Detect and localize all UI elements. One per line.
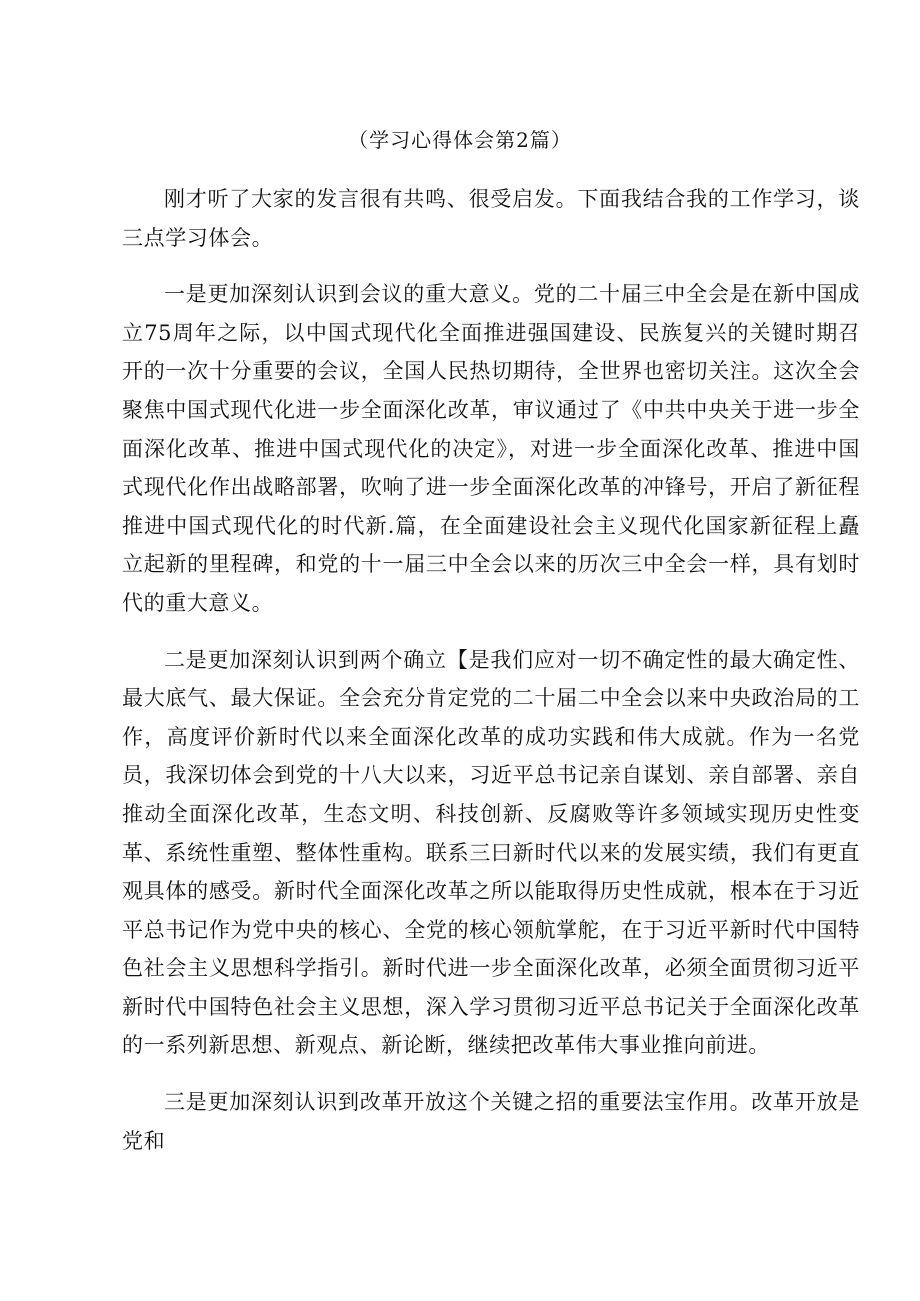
- document-title: （学习心得体会第2篇）: [348, 128, 572, 152]
- paragraph-intro: 刚才听了大家的发言很有共鸣、很受启发。下面我结合我的工作学习，谈三点学习体会。: [122, 187, 860, 250]
- paragraph-point-three: 三是更加深刻认识到改革开放这个关键之招的重要法宝作用。改革开放是党和: [122, 1090, 860, 1153]
- document-body: [122, 180, 860, 1160]
- paragraph-point-two: 二是更加深刻认识到两个确立【是我们应对一切不确定性的最大确定性、最大底气、最大保证。全会充分肯定党的二十届二中全会以来中央政治局的工作，高度评价新时代以来全面深化改革的成功实践和伟大成就。作为一名党员，我深切体会到党的十八大以来，习近平总书记亲自谋划、亲自部署、亲自推动全面深化改革，生态文明、科技创新、反腐败等许多领域实现历史性变革、系统性重塑、整体性重构。联系三曰新时代以来的发展实绩，我们有更直观具体的感受。新时代全面深化改革之所以能取得历史性成就，根本在于习近平总书记作为党中央的核心、全党的核心领航掌舵，在于习近平新时代中国特色社会主义思想科学指引。新时代进一步全面深化改革，必须全面贯彻习近平新时代中国特色社会主义思想，深入学习贯彻习近平总书记关于全面深化改革的一系列新思想、新观点、新论断，继续把改革伟大事业推向前进。: [122, 647, 860, 1058]
- paragraph-point-one: 一是更加深刻认识到会议的重大意义。党的二十届三中全会是在新中国成立75周年之际，以中国式现代化全面推进强国建设、民族复兴的关键时期召开的一次十分重要的会议，全国人民热切期待，全世界也密切关注。这次全会聚焦中国式现代化进一步全面深化改革，审议通过了《中共中央关于进一步全面深化改革、推进中国式现代化的决定》，对进一步全面深化改革、推进中国式现代化作出战略部署，吹响了进一步全面深化改革的冲锋号，开启了新征程推进中国式现代化的时代新.篇，在全面建设社会主义现代化国家新征程上矗立起新的里程碑，和党的十一届三中全会以来的历次三中全会一样，具有划时代的重大意义。: [122, 282, 860, 615]
